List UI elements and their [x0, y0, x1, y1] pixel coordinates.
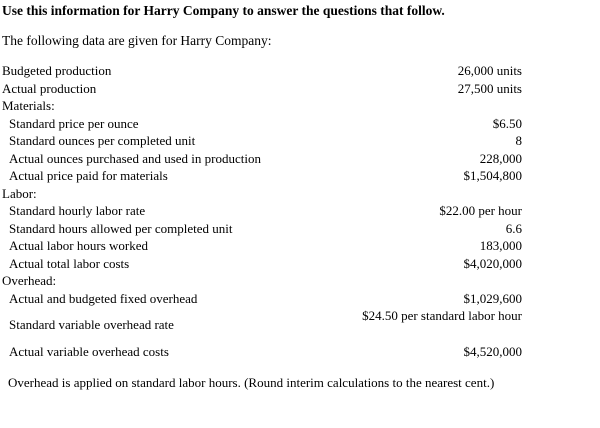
table-row [0, 220, 600, 238]
table-row [0, 343, 600, 361]
row-label: Actual and budgeted fixed overhead [9, 290, 198, 306]
table-row [0, 290, 600, 308]
table-row [0, 62, 600, 80]
row-label: Standard variable overhead rate [9, 317, 174, 332]
row-value: $22.00 per hour [439, 203, 522, 218]
data-table [0, 62, 600, 361]
row-label: Labor: [2, 185, 37, 201]
section-header-overhead [0, 272, 600, 290]
row-value: 26,000 units [457, 63, 522, 78]
table-row [0, 202, 600, 220]
row-label: Actual variable overhead costs [9, 344, 169, 359]
row-value: $4,020,000 [463, 255, 522, 271]
question-heading: Use this information for Harry Company to answer the questions that follow. [2, 3, 445, 18]
row-value: $4,520,000 [463, 344, 522, 359]
table-row [0, 150, 600, 168]
table-row [0, 115, 600, 133]
row-label: Standard price per ounce [9, 115, 139, 131]
row-value: $24.50 per standard labor hour [362, 308, 522, 323]
row-label: Actual total labor costs [9, 255, 130, 271]
row-value: $6.50 [492, 115, 522, 131]
row-label: Overhead: [2, 273, 57, 288]
table-row [0, 167, 600, 185]
table-row [0, 237, 600, 255]
row-value: 228,000 [479, 150, 522, 166]
row-value: 8 [515, 133, 522, 148]
row-label: Budgeted production [2, 63, 112, 78]
table-row [0, 80, 600, 98]
row-value: 183,000 [479, 238, 522, 253]
row-label: Standard hourly labor rate [9, 203, 146, 218]
row-value: 27,500 units [457, 80, 522, 96]
section-header-materials [0, 97, 600, 115]
table-row [0, 307, 600, 343]
row-label: Actual price paid for materials [9, 168, 168, 183]
row-value: $1,504,800 [463, 168, 522, 183]
row-value: $1,029,600 [463, 290, 522, 306]
row-label: Actual ounces purchased and used in production [9, 150, 261, 166]
row-label: Actual labor hours worked [9, 238, 148, 253]
table-row [0, 132, 600, 150]
section-header-labor [0, 185, 600, 203]
row-label: Actual production [2, 80, 97, 96]
table-row [0, 255, 600, 273]
row-value: 6.6 [505, 220, 522, 236]
row-label: Standard ounces per completed unit [9, 133, 196, 148]
footnote: Overhead is applied on standard labor hours. (Round interim calculations to the nearest cent.) [8, 375, 495, 390]
intro-text: The following data are given for Harry Company: [2, 33, 272, 48]
row-label: Materials: [2, 98, 55, 113]
row-label: Standard hours allowed per completed unit [9, 220, 233, 236]
